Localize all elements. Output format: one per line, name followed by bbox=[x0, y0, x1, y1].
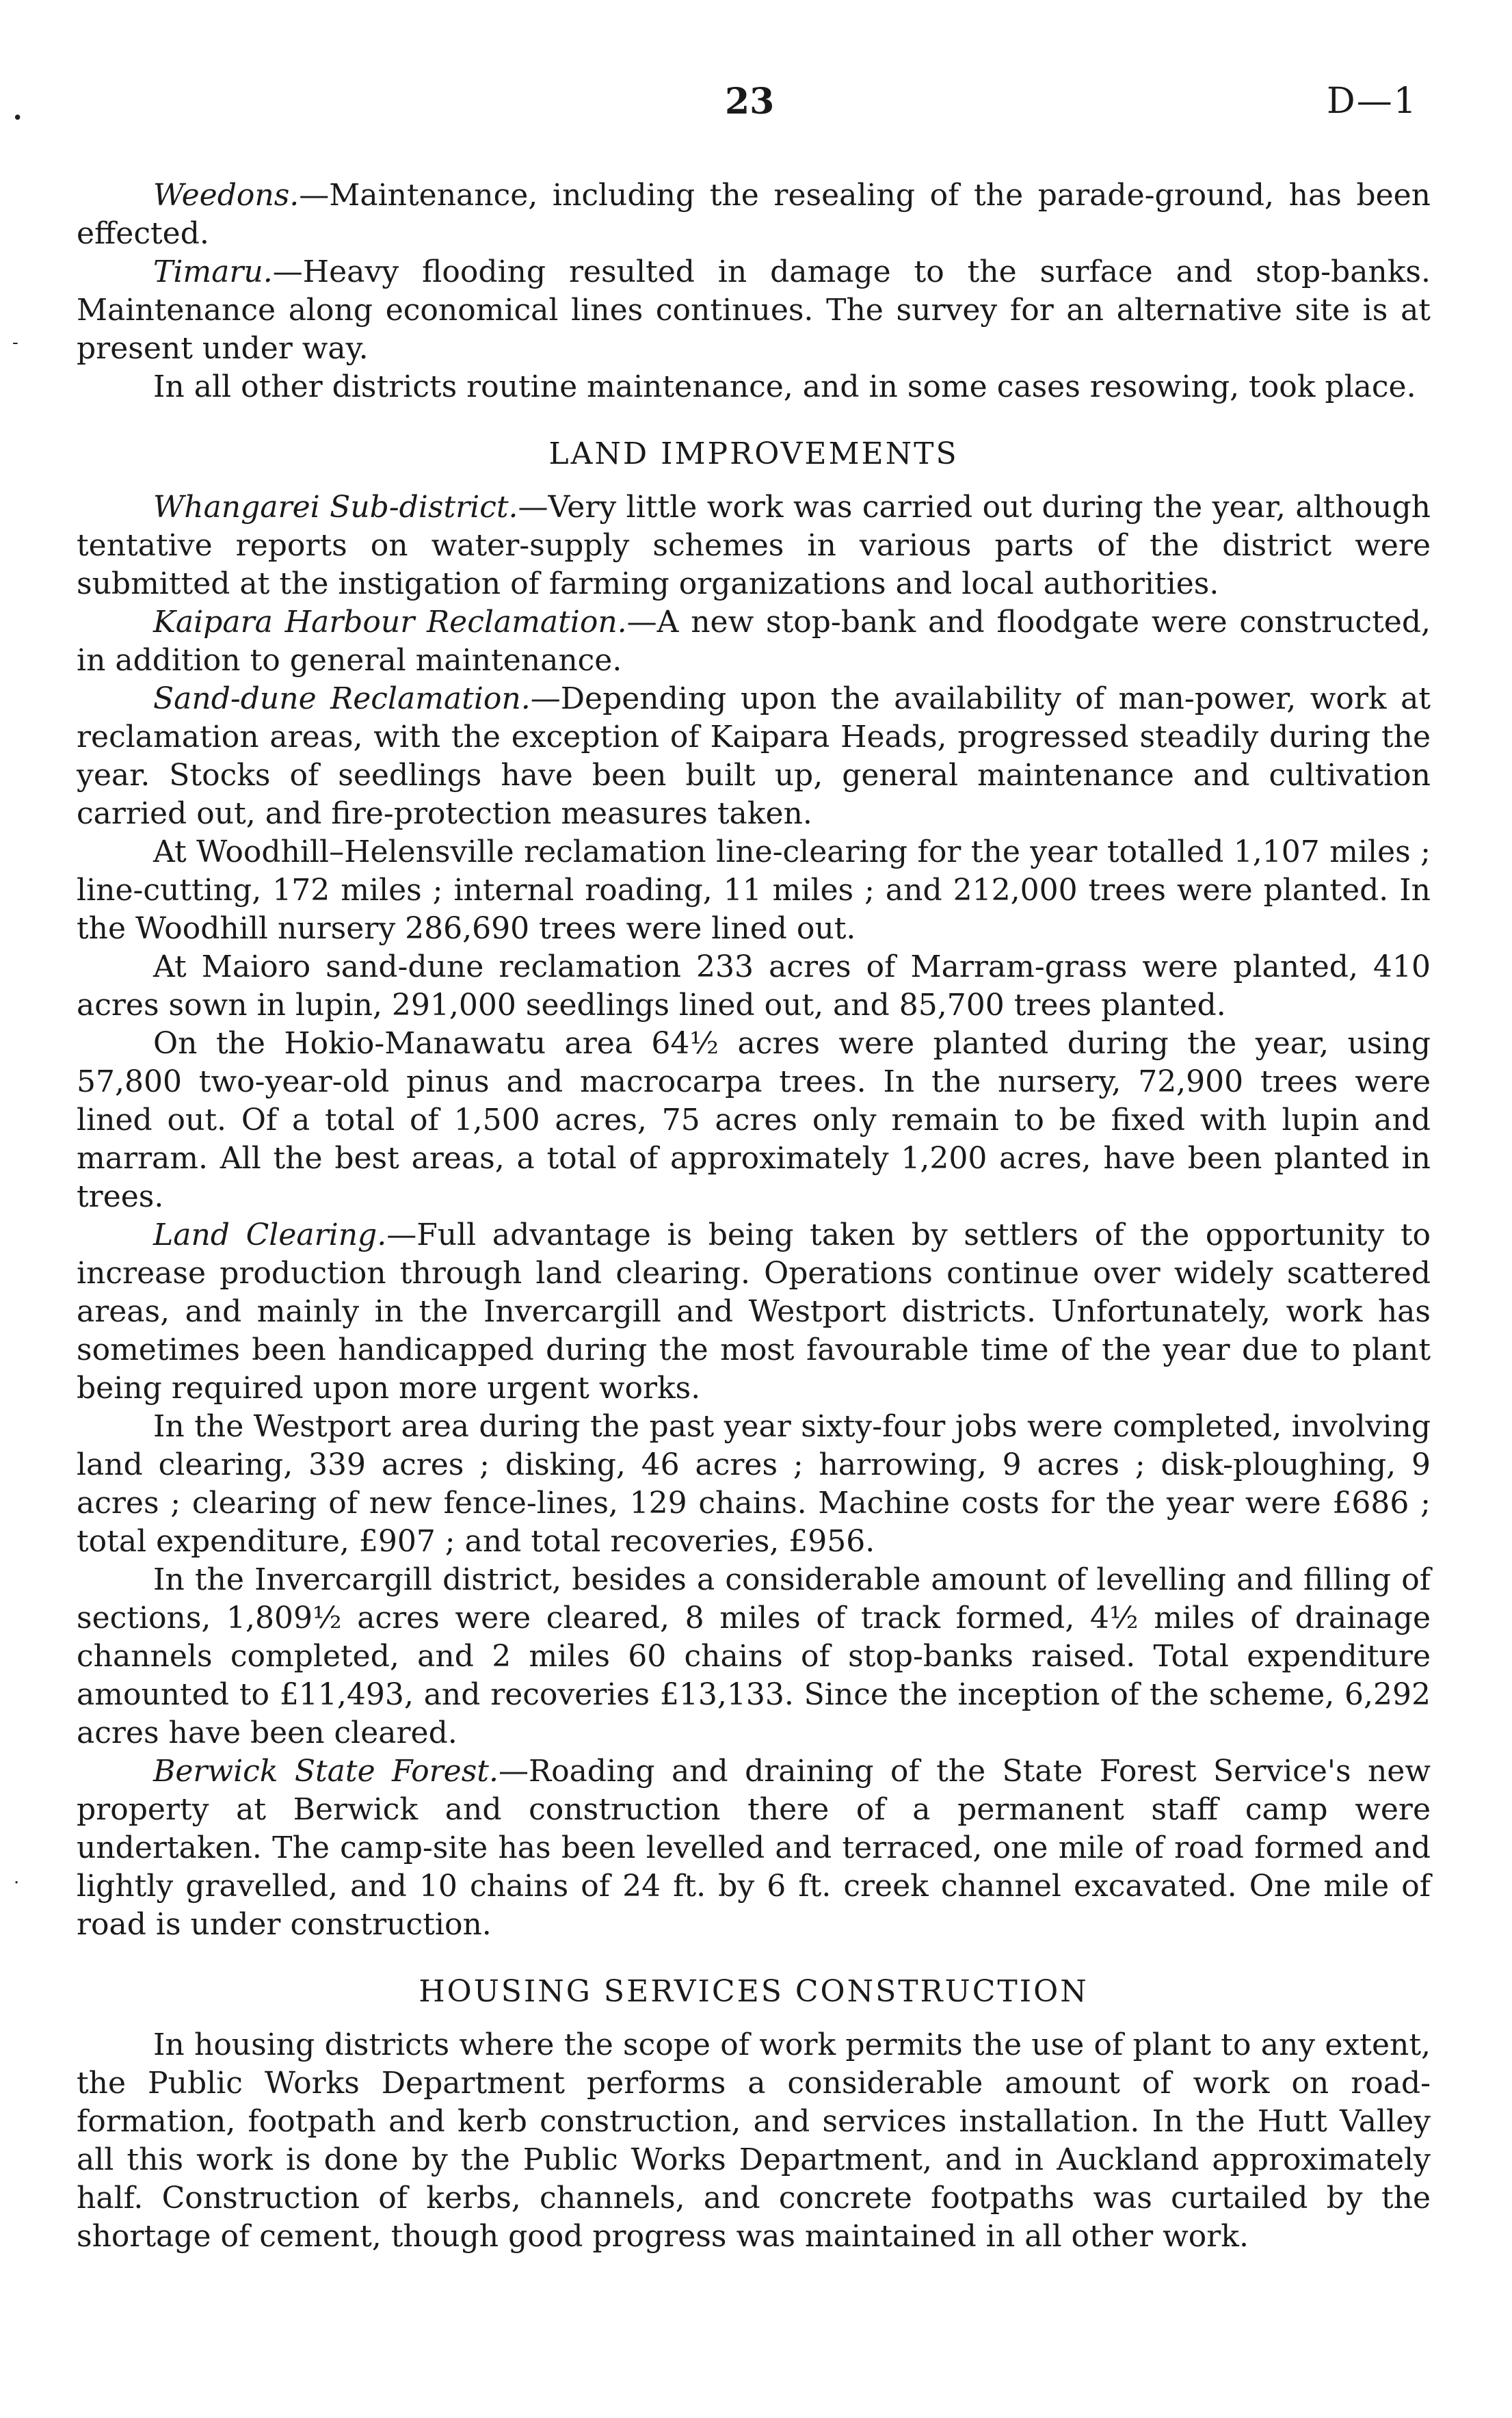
paragraph-lead: Land Clearing. bbox=[153, 1218, 387, 1252]
paragraph-lead: Sand-dune Reclamation. bbox=[153, 681, 531, 716]
paragraph bbox=[77, 948, 1431, 1025]
paragraph bbox=[77, 1561, 1431, 1752]
page-body bbox=[77, 176, 1431, 2256]
paragraph-text: In the Westport area during the past year sixty-four jobs were completed, involving land clearing, 339 acres ; disking, 46 acres ; harrowing, 9 acres ; disk-ploughing, 9 acres ; clearing of new fence-lines, 129 chains. Machine costs for the year were £686 ; total expenditure, £907 ; and total recoveries, £956. bbox=[77, 1409, 1431, 1559]
paragraph-text: —Maintenance, including the resealing of the parade-ground, has been effected. bbox=[77, 178, 1431, 251]
paragraph bbox=[77, 2026, 1431, 2256]
section-heading-housing-services: HOUSING SERVICES CONSTRUCTION bbox=[419, 1974, 1089, 2009]
paragraph-text: In all other districts routine maintenance, and in some cases resowing, took place. bbox=[153, 369, 1416, 404]
paragraph bbox=[77, 680, 1431, 833]
paragraph bbox=[77, 253, 1431, 368]
paragraph bbox=[77, 1025, 1431, 1216]
paragraph-text: In the Invercargill district, besides a considerable amount of levelling and filling of sections, 1,809½ acres were cleared, 8 miles of track formed, 4½ miles of drainage channels completed, and 2 miles 60 chains of stop-banks raised. Total expenditure amounted to £11,493, and recoveries £13,133. Since the inception of the scheme, 6,292 acres have been cleared. bbox=[77, 1562, 1431, 1750]
paragraph bbox=[77, 603, 1431, 680]
paragraph bbox=[77, 1752, 1431, 1944]
paragraph-text: —Full advantage is being taken by settlers of the opportunity to increase production through land clearing. Operations continue over widely scattered areas, and mainly in the Invercargill and Westport districts. Unfortunately, work has sometimes been handicapped during the most favourable time of the year due to plant being required upon more urgent works. bbox=[77, 1218, 1431, 1406]
paragraph bbox=[77, 176, 1431, 253]
housing-services-section bbox=[77, 2026, 1431, 2256]
paragraph-lead: Kaipara Harbour Reclamation. bbox=[153, 605, 627, 640]
land-improvements-section bbox=[77, 488, 1431, 1944]
margin-dot-1: • bbox=[12, 108, 23, 129]
document-code: D—1 bbox=[1327, 81, 1418, 122]
paragraph-text: On the Hokio-Manawatu area 64½ acres were planted during the year, using 57,800 two-year-old pinus and macrocarpa trees. In the nursery, 72,900 trees were lined out. Of a total of 1,500 acres, 75 acres only remain to be fixed with lupin and marram. All the best areas, a total of approximately 1,200 acres, have been planted in trees. bbox=[77, 1026, 1431, 1214]
paragraph bbox=[77, 1408, 1431, 1561]
paragraph-lead: Berwick State Forest. bbox=[153, 1754, 499, 1789]
page-number: 23 bbox=[725, 81, 775, 122]
margin-dash: - bbox=[12, 332, 18, 353]
paragraph-text: At Woodhill–Helensville reclamation line-clearing for the year totalled 1,107 miles ; line-cutting, 172 miles ; internal roading, 11 miles ; and 212,000 trees were planted. In the Woodhill nursery 286,690 trees were lined out. bbox=[77, 835, 1431, 946]
paragraph-text: —A new stop-bank and floodgate were constructed, in addition to general maintenance. bbox=[77, 605, 1431, 678]
paragraph-text: At Maioro sand-dune reclamation 233 acres of Marram-grass were planted, 410 acres sown in lupin, 291,000 seedlings lined out, and 85,700 trees planted. bbox=[77, 949, 1431, 1023]
paragraph-text: —Heavy flooding resulted in damage to the surface and stop-banks. Maintenance along economical lines continues. The survey for an alternative site is at present under way. bbox=[77, 254, 1431, 366]
paragraph-text: In housing districts where the scope of work permits the use of plant to any extent, the Public Works Department performs a considerable amount of work on road-formation, footpath and kerb construction, and services installation. In the Hutt Valley all this work is done by the Public Works Department, and in Auckland approximately half. Construction of kerbs, channels, and concrete footpaths was curtailed by the shortage of cement, though good progress was maintained in all other work. bbox=[77, 2027, 1431, 2254]
page-header bbox=[0, 81, 1512, 135]
paragraph-text: —Very little work was carried out during the year, although tentative reports on water-supply schemes in various parts of the district were submitted at the instigation of farming organizations and local authorities. bbox=[77, 490, 1431, 601]
paragraph bbox=[77, 488, 1431, 603]
paragraph-lead: Weedons. bbox=[153, 178, 300, 213]
paragraph-lead: Timaru. bbox=[153, 254, 273, 289]
paragraph-text: —Depending upon the availability of man-power, work at reclamation areas, with the exception of Kaipara Heads, progressed steadily during the year. Stocks of seedlings have been built up, general maintenance and cultivation carried out, and fire-protection measures taken. bbox=[77, 681, 1431, 831]
intro-section bbox=[77, 176, 1431, 406]
paragraph bbox=[77, 1216, 1431, 1408]
margin-dot-2: · bbox=[14, 1873, 20, 1893]
paragraph bbox=[77, 833, 1431, 948]
paragraph-text: —Roading and draining of the State Forest Service's new property at Berwick and construction there of a permanent staff camp were undertaken. The camp-site has been levelled and terraced, one mile of road formed and lightly gravelled, and 10 chains of 24 ft. by 6 ft. creek channel excavated. One mile of road is under construction. bbox=[77, 1754, 1431, 1942]
paragraph-lead: Whangarei Sub-district. bbox=[153, 490, 518, 525]
paragraph bbox=[77, 368, 1431, 406]
section-heading-land-improvements: LAND IMPROVEMENTS bbox=[548, 436, 959, 471]
